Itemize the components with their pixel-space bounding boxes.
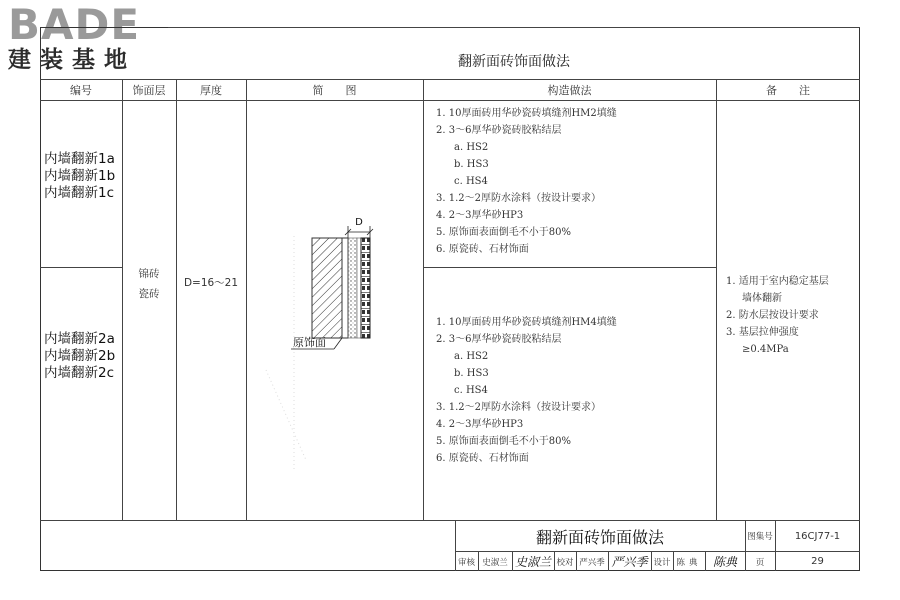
code-item: 内墙翻新2b bbox=[44, 348, 116, 364]
method-step: 2. 3～6厚华砂瓷砖胶粘结层 bbox=[436, 334, 562, 345]
method-step: 6. 原瓷砖、石材饰面 bbox=[436, 453, 529, 464]
atlas-number: 16CJ77-1 bbox=[794, 530, 841, 542]
rule bbox=[423, 267, 716, 268]
method-substep: a. HS2 bbox=[454, 142, 489, 153]
remark-item: 3. 基层拉伸强度 bbox=[726, 327, 799, 338]
code-item: 内墙翻新2c bbox=[44, 365, 115, 381]
code-item: 内墙翻新1a bbox=[44, 151, 115, 167]
adhesive-layer bbox=[348, 238, 357, 338]
header-remarks: 备 注 bbox=[766, 84, 810, 97]
substrate-wall bbox=[312, 238, 342, 338]
remark-item: 1. 适用于室内稳定基层 bbox=[726, 276, 829, 287]
brand-subtitle: 建装基地 bbox=[8, 47, 136, 73]
method-step: 3. 1.2～2厚防水涂料（按设计要求） bbox=[436, 402, 601, 413]
method-substep: b. HS3 bbox=[454, 368, 489, 379]
brand-logo: BADE bbox=[8, 0, 141, 49]
rule bbox=[176, 79, 177, 520]
method-step: 1. 10厚面砖用华砂瓷砖填缝剂HM2填缝 bbox=[436, 108, 617, 119]
remark-item: 2. 防水层按设计要求 bbox=[726, 310, 819, 321]
checker-signature: 严兴季 bbox=[611, 555, 648, 569]
original-finish-layer bbox=[342, 238, 348, 338]
page-label: 页 bbox=[755, 557, 765, 568]
method-list-1 bbox=[436, 105, 712, 258]
code-list-1 bbox=[44, 151, 115, 202]
finish-line: 锦砖 bbox=[138, 268, 160, 280]
sheet-title: 翻新面砖饰面做法 bbox=[458, 54, 570, 70]
method-step: 6. 原瓷砖、石材饰面 bbox=[436, 244, 529, 255]
remark-item: ≥0.4MPa bbox=[742, 344, 789, 355]
code-item: 内墙翻新1b bbox=[44, 168, 116, 184]
remark-item: 墙体翻新 bbox=[742, 293, 782, 304]
reviewer-signature: 史淑兰 bbox=[514, 555, 551, 569]
method-substep: c. HS4 bbox=[454, 385, 488, 396]
remarks-list bbox=[726, 273, 858, 358]
method-step: 4. 2～3厚华砂HP3 bbox=[436, 419, 524, 430]
method-step: 2. 3～6厚华砂瓷砖胶粘结层 bbox=[436, 125, 562, 136]
code-item: 内墙翻新2a bbox=[44, 331, 115, 347]
reviewer-name: 史淑兰 bbox=[482, 557, 508, 568]
code-list-2 bbox=[44, 331, 115, 382]
designer-signature: 陈典 bbox=[712, 555, 737, 569]
wall-section-diagram bbox=[246, 100, 423, 520]
rule bbox=[168, 27, 860, 28]
finish-layer bbox=[122, 264, 176, 304]
header-finish: 饰面层 bbox=[132, 84, 166, 97]
method-substep: b. HS3 bbox=[454, 159, 489, 170]
checker-name: 严兴季 bbox=[579, 557, 605, 568]
dimension-label: D bbox=[355, 217, 363, 228]
rule bbox=[423, 79, 424, 520]
method-substep: a. HS2 bbox=[454, 351, 489, 362]
method-substep: c. HS4 bbox=[454, 176, 488, 187]
thickness-value: D=16～21 bbox=[183, 277, 239, 289]
method-step: 4. 2～3厚华砂HP3 bbox=[436, 210, 524, 221]
scan-noise bbox=[266, 236, 306, 470]
method-step: 1. 10厚面砖用华砂瓷砖填缝剂HM4填缝 bbox=[436, 317, 617, 328]
rule bbox=[40, 267, 122, 268]
code-item: 内墙翻新1c bbox=[44, 185, 115, 201]
tile-layer bbox=[361, 238, 370, 338]
title-block-title: 翻新面砖饰面做法 bbox=[535, 527, 664, 547]
design-label: 设计 bbox=[653, 557, 671, 568]
page-number: 29 bbox=[811, 556, 824, 567]
header-diagram: 简 图 bbox=[312, 84, 357, 97]
atlas-label: 图集号 bbox=[747, 532, 773, 542]
designer-name: 陈典 bbox=[676, 557, 702, 568]
method-step: 5. 原饰面表面倒毛不小于80% bbox=[436, 227, 571, 238]
waterproof-layer bbox=[357, 238, 361, 338]
rule bbox=[716, 79, 717, 520]
rule bbox=[40, 100, 860, 101]
method-step: 5. 原饰面表面倒毛不小于80% bbox=[436, 436, 571, 447]
header-code: 编号 bbox=[70, 84, 92, 97]
method-list-2 bbox=[436, 314, 712, 467]
header-thickness: 厚度 bbox=[200, 84, 222, 97]
leader-line bbox=[334, 338, 342, 349]
finish-line: 瓷砖 bbox=[138, 288, 160, 300]
review-label: 审核 bbox=[457, 557, 475, 568]
check-label: 校对 bbox=[556, 557, 574, 568]
header-method: 构造做法 bbox=[547, 84, 592, 97]
method-step: 3. 1.2～2厚防水涂料（按设计要求） bbox=[436, 193, 601, 204]
surface-label: 原饰面 bbox=[293, 336, 326, 349]
